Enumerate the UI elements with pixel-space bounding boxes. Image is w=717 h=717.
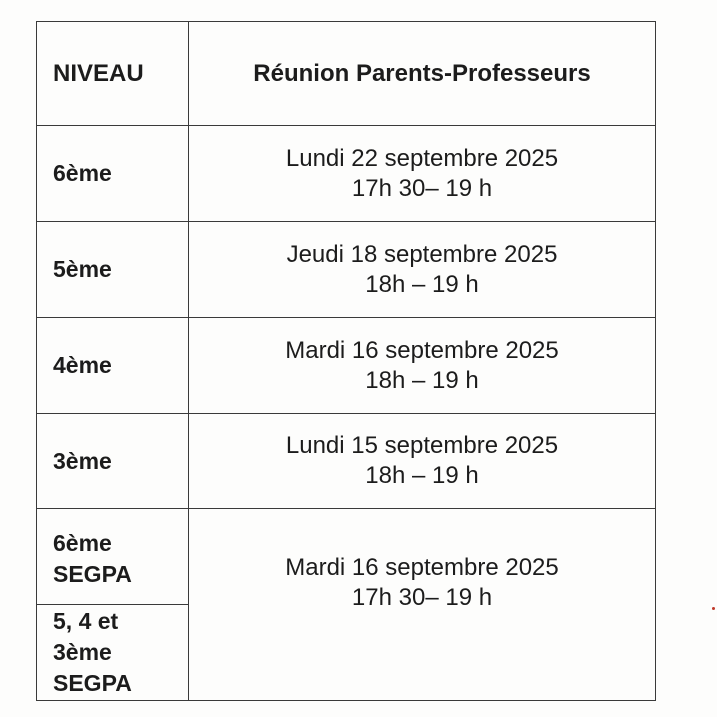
meeting-time: 17h 30– 19 h <box>351 174 493 202</box>
date-cell <box>189 509 656 701</box>
level-line: 6ème <box>53 529 112 556</box>
level-line: 5, 4 et <box>53 608 119 634</box>
meeting-date: Lundi 15 septembre 2025 <box>285 432 559 459</box>
meeting-time: 17h 30– 19 h <box>351 584 493 611</box>
meeting-date: Lundi 22 septembre 2025 <box>285 144 559 172</box>
date-cell <box>189 318 656 414</box>
scan-speck <box>712 607 715 610</box>
level-cell: 3ème <box>37 414 189 509</box>
date-cell <box>189 126 656 222</box>
table-row <box>37 318 656 414</box>
level-line: SEGPA <box>53 560 132 587</box>
table-row <box>37 509 656 605</box>
meeting-date: Mardi 16 septembre 2025 <box>285 336 559 364</box>
meeting-time: 18h – 19 h <box>365 366 479 394</box>
meeting-date: Mardi 16 septembre 2025 <box>285 554 559 581</box>
date-cell <box>189 414 656 509</box>
table-row <box>37 414 656 509</box>
level-line: 3ème <box>53 639 112 665</box>
table-row <box>37 222 656 318</box>
level-cell: 4ème <box>37 318 189 414</box>
meeting-date: Jeudi 18 septembre 2025 <box>286 240 558 268</box>
header-title: Réunion Parents-Professeurs <box>189 22 656 126</box>
table-header-row <box>37 22 656 126</box>
meeting-time: 18h – 19 h <box>365 462 479 489</box>
date-cell <box>189 222 656 318</box>
meeting-schedule-table <box>36 21 656 701</box>
meeting-time: 18h – 19 h <box>365 270 479 298</box>
level-cell <box>37 605 189 701</box>
level-cell: 6ème <box>37 126 189 222</box>
level-cell <box>37 509 189 605</box>
level-line: SEGPA <box>53 670 132 696</box>
table-row <box>37 126 656 222</box>
header-level: NIVEAU <box>37 22 189 126</box>
level-cell: 5ème <box>37 222 189 318</box>
